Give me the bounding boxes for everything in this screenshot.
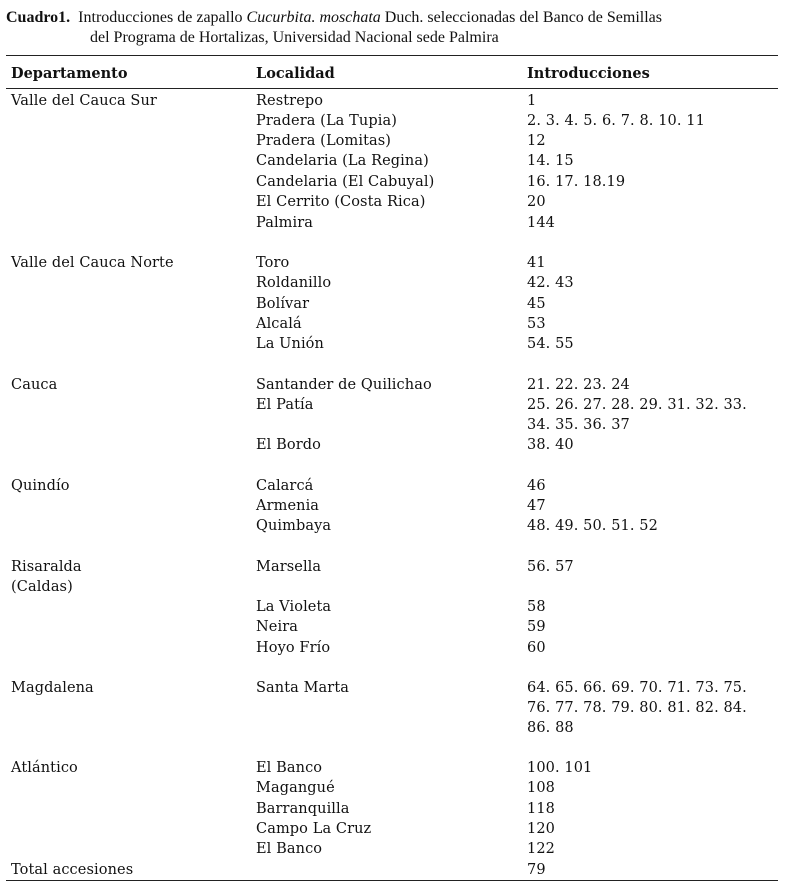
cell-localidad: Campo La Cruz: [256, 821, 372, 837]
cell-introducciones: 16. 17. 18.19: [527, 174, 626, 190]
cell-introducciones: 118: [527, 801, 555, 817]
cell-localidad: La Unión: [256, 336, 324, 352]
cell-localidad: Pradera (Lomitas): [256, 133, 392, 149]
cell-introducciones: 122: [527, 841, 555, 857]
cell-departamento: Cauca: [11, 377, 58, 393]
cell-departamento: Atlántico: [11, 760, 78, 776]
cell-departamento: (Caldas): [11, 579, 73, 595]
caption-line-2: del Programa de Hortalizas, Universidad Nacional sede Palmira: [90, 29, 499, 46]
cell-introducciones: 12: [527, 133, 546, 149]
cell-introducciones: 100. 101: [527, 760, 593, 776]
cell-localidad: Restrepo: [256, 93, 324, 109]
cell-localidad: La Violeta: [256, 599, 332, 615]
cell-introducciones: 76. 77. 78. 79. 80. 81. 82. 84.: [527, 700, 747, 716]
cell-localidad: Neira: [256, 619, 298, 635]
cell-localidad: Pradera (La Tupia): [256, 113, 397, 129]
table-caption: [6, 8, 786, 48]
cell-introducciones: 21. 22. 23. 24: [527, 377, 630, 393]
cell-localidad: El Cerrito (Costa Rica): [256, 194, 426, 210]
cell-localidad: El Patía: [256, 397, 314, 413]
cell-introducciones: 2. 3. 4. 5. 6. 7. 8. 10. 11: [527, 113, 705, 129]
cell-localidad: Quimbaya: [256, 518, 332, 534]
cell-localidad: Candelaria (El Cabuyal): [256, 174, 435, 190]
cell-introducciones: 144: [527, 215, 555, 231]
cell-introducciones: 54. 55: [527, 336, 574, 352]
cell-localidad: El Banco: [256, 841, 323, 857]
header-introducciones: Introducciones: [527, 65, 650, 82]
cell-localidad: Toro: [256, 255, 290, 271]
cell-introducciones: 42. 43: [527, 275, 574, 291]
cell-localidad: Calarcá: [256, 478, 314, 494]
cell-departamento: Risaralda: [11, 559, 82, 575]
cell-introducciones: 60: [527, 640, 546, 656]
cell-introducciones: 20: [527, 194, 546, 210]
table-header-rule: [6, 88, 778, 89]
cell-introducciones: 48. 49. 50. 51. 52: [527, 518, 658, 534]
cell-departamento: Total accesiones: [11, 862, 134, 878]
cell-introducciones: 25. 26. 27. 28. 29. 31. 32. 33.: [527, 397, 747, 413]
cell-introducciones: 59: [527, 619, 546, 635]
cell-localidad: Marsella: [256, 559, 322, 575]
cell-introducciones: 86. 88: [527, 720, 574, 736]
header-localidad: Localidad: [256, 65, 335, 82]
cell-introducciones: 46: [527, 478, 546, 494]
cell-localidad: Alcalá: [256, 316, 302, 332]
cell-introducciones: 53: [527, 316, 546, 332]
cell-departamento: Valle del Cauca Sur: [11, 93, 157, 109]
caption-text-post: Duch. seleccionadas del Banco de Semillas: [380, 9, 663, 26]
cell-introducciones: 56. 57: [527, 559, 574, 575]
table-top-rule: [6, 55, 778, 56]
cell-departamento: Quindío: [11, 478, 70, 494]
cell-localidad: Bolívar: [256, 296, 310, 312]
cell-introducciones: 41: [527, 255, 546, 271]
cell-localidad: Santander de Quilichao: [256, 377, 432, 393]
table-bottom-rule: [6, 880, 778, 881]
cell-introducciones: 1: [527, 93, 537, 109]
header-departamento: Departamento: [11, 65, 128, 82]
cell-introducciones: 47: [527, 498, 546, 514]
caption-species: Cucurbita. moschata: [246, 9, 381, 26]
cell-localidad: Hoyo Frío: [256, 640, 331, 656]
cell-localidad: Santa Marta: [256, 680, 349, 696]
caption-label: Cuadro1.: [6, 9, 71, 26]
cell-introducciones: 108: [527, 780, 555, 796]
cell-departamento: Valle del Cauca Norte: [11, 255, 174, 271]
cell-localidad: El Bordo: [256, 437, 321, 453]
cell-localidad: Armenia: [256, 498, 320, 514]
cell-departamento: Magdalena: [11, 680, 94, 696]
caption-text-pre: Introducciones de zapallo: [78, 9, 247, 26]
cell-localidad: Candelaria (La Regina): [256, 153, 429, 169]
cell-localidad: Roldanillo: [256, 275, 332, 291]
cell-localidad: El Banco: [256, 760, 323, 776]
cell-localidad: Magangué: [256, 780, 335, 796]
cell-introducciones: 120: [527, 821, 555, 837]
cell-localidad: Barranquilla: [256, 801, 350, 817]
cell-introducciones: 64. 65. 66. 69. 70. 71. 73. 75.: [527, 680, 747, 696]
cell-introducciones: 14. 15: [527, 153, 574, 169]
cell-introducciones: 58: [527, 599, 546, 615]
cell-introducciones: 34. 35. 36. 37: [527, 417, 630, 433]
cell-introducciones: 38. 40: [527, 437, 574, 453]
caption-line-1: [6, 8, 786, 28]
cell-introducciones: 79: [527, 862, 546, 878]
cell-localidad: Palmira: [256, 215, 314, 231]
cell-introducciones: 45: [527, 296, 546, 312]
